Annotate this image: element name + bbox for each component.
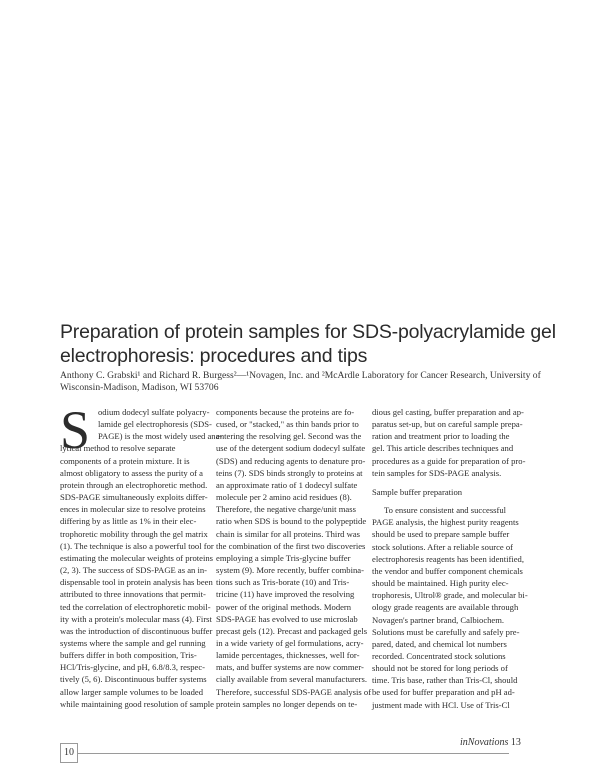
text-line: trophoretic mobility through the gel matrix [60, 528, 208, 539]
text-line: justment made with HCl. Use of Tris-Cl [372, 699, 510, 710]
text-line: To ensure consistent and successful [384, 505, 507, 516]
article-title-line: electrophoresis: procedures and tips [60, 345, 368, 367]
text-line: dispensable tool in protein analysis has been [60, 577, 213, 588]
article-title [60, 320, 556, 368]
text-line: trophoresis, Ultrol® grade, and molecular bi- [372, 590, 528, 601]
section-heading: Sample buffer preparation [372, 486, 463, 497]
text-line: almost obligatory to assess the purity of a [60, 467, 203, 478]
text-line: Novagen's partner brand, Calbiochem. [372, 614, 505, 625]
text-line: paratus set-up, but on careful sample prepa- [372, 419, 523, 430]
text-line: was the introduction of discontinuous buffer [60, 625, 213, 636]
text-line: pared, dated, and chemical lot numbers [372, 638, 507, 649]
author-affiliations [60, 370, 560, 394]
page-number-right: 13 [510, 737, 521, 748]
column-3-intro [372, 406, 526, 479]
text-line: allow larger sample volumes to be loaded [60, 686, 204, 697]
article-title-line: Preparation of protein samples for SDS-polyacrylamide gel [60, 321, 556, 343]
text-line: entering the resolving gel. Second was the [216, 431, 362, 442]
text-line: should not be stored for long periods of [372, 663, 508, 674]
text-line: components of a protein mixture. It is [60, 455, 190, 466]
text-line: (2, 3). The success of SDS-PAGE as an in- [60, 565, 208, 576]
text-line: tively (5, 6). Discontinuous buffer systems [60, 674, 207, 685]
text-line: use of the detergent sodium dodecyl sulfate [216, 443, 366, 454]
text-line: dious gel casting, buffer preparation and ap- [372, 407, 524, 417]
text-line: ity with a protein's molecular mass (4). First [60, 613, 212, 624]
text-line: protein through an electrophoretic method. [60, 479, 208, 490]
text-line: be used for buffer preparation and pH ad- [372, 687, 515, 698]
text-line: ted the correlation of electrophoretic mobil- [60, 601, 211, 612]
text-line: odium dodecyl sulfate polyacry- [98, 407, 210, 417]
text-line: teins (7). SDS binds strongly to proteins at [216, 467, 363, 478]
text-line: molecule per 2 amino acid residues (8). [216, 492, 352, 503]
text-line: cused, or "stacked," as thin bands prior to [216, 419, 359, 430]
text-line: the combination of the first two discoveries [216, 540, 366, 551]
text-line: precast gels (12). Precast and packaged gels [216, 625, 368, 636]
text-line: systems where the sample and gel running [60, 637, 206, 648]
text-line: cially available from several manufacturers. [216, 674, 368, 685]
text-line: the vendor and buffer component chemicals [372, 565, 523, 576]
text-line: SDS-PAGE has evolved to use microslab [216, 613, 358, 624]
text-line: Solutions must be carefully and safely pre- [372, 626, 520, 637]
text-line: chain is similar for all proteins. Third was [216, 528, 360, 539]
text-line: ratio when SDS is bound to the polypeptide [216, 516, 367, 527]
text-line: procedures as a guide for preparation of pro- [372, 455, 526, 466]
column-3-section [372, 504, 528, 711]
footer-rule [77, 753, 509, 754]
body-column-2 [216, 406, 372, 710]
text-line: an approximate ratio of 1 dodecyl sulfate [216, 479, 358, 490]
journal-name: inNovations [460, 737, 509, 748]
text-line: ration and treatment prior to loading the [372, 431, 510, 442]
text-line: HCl/Tris-glycine, and pH, 6.8/8.3, respec- [60, 662, 206, 673]
text-line: estimating the molecular weights of proteins [60, 552, 213, 563]
text-line: power of the original methods. Modern [216, 601, 352, 612]
text-line: stock solutions. After a reliable source of [372, 541, 514, 552]
text-line: SDS-PAGE simultaneously exploits differ- [60, 492, 208, 503]
text-line: lamide gel electrophoresis (SDS- [98, 419, 212, 430]
text-line: tein samples for SDS-PAGE analysis. [372, 467, 502, 478]
text-line: tions such as Tris-borate (10) and Tris- [216, 577, 350, 588]
drop-cap: S [60, 400, 91, 460]
text-line: (SDS) and reducing agents to denature pro- [216, 455, 366, 466]
text-line: recorded. Concentrated stock solutions [372, 650, 506, 661]
text-line: ences in molecular size to resolve proteins [60, 504, 206, 515]
text-line: employing a simple Tris-glycine buffer [216, 552, 351, 563]
text-line: attributed to three innovations that permit- [60, 589, 206, 600]
text-line: ology grade reagents are available through [372, 602, 519, 613]
author-line: Anthony C. Grabski¹ and Richard R. Burgess²—¹Novagen, Inc. and ²McArdle Laboratory for Cancer Research, University of [60, 370, 541, 381]
body-column-1 [60, 400, 223, 710]
text-line: should be used to prepare sample buffer [372, 529, 510, 540]
author-line: Wisconsin-Madison, Madison, WI 53706 [60, 382, 219, 393]
text-line: Therefore, the negative charge/unit mass [216, 504, 356, 515]
text-line: lytical method to resolve separate [60, 443, 176, 454]
footer-journal-page [460, 737, 521, 748]
text-line: components because the proteins are fo- [216, 407, 355, 417]
text-line: Therefore, successful SDS-PAGE analysis of [216, 686, 372, 697]
text-line: PAGE analysis, the highest purity reagents [372, 517, 519, 528]
text-line: (1). The technique is also a powerful tool for [60, 540, 214, 551]
text-line: should be maintained. High purity elec- [372, 578, 509, 589]
text-line: while maintaining good resolution of sample [60, 698, 214, 709]
text-line: protein samples no longer depends on te- [216, 698, 358, 709]
text-line: in a wide variety of gel formulations, acry- [216, 637, 364, 648]
text-line: mats, and buffer systems are now commer- [216, 662, 364, 673]
text-line: system (9). More recently, buffer combina- [216, 565, 364, 576]
text-line: gel. This article describes techniques and [372, 443, 514, 454]
text-line: lamide percentages, thicknesses, well for- [216, 650, 360, 661]
text-line: differing by as little as 1% in their elec- [60, 516, 197, 527]
body-column-3 [372, 406, 528, 711]
text-line: tricine (11) have improved the resolving [216, 589, 355, 600]
text-line: buffers differ in both composition, Tris- [60, 650, 197, 661]
text-line: time. Tris base, rather than Tris-Cl, should [372, 675, 518, 686]
text-line: electrophoresis reagents has been identified, [372, 553, 525, 564]
page-number-left: 10 [60, 743, 78, 763]
text-line: PAGE) is the most widely used ana- [98, 431, 223, 442]
